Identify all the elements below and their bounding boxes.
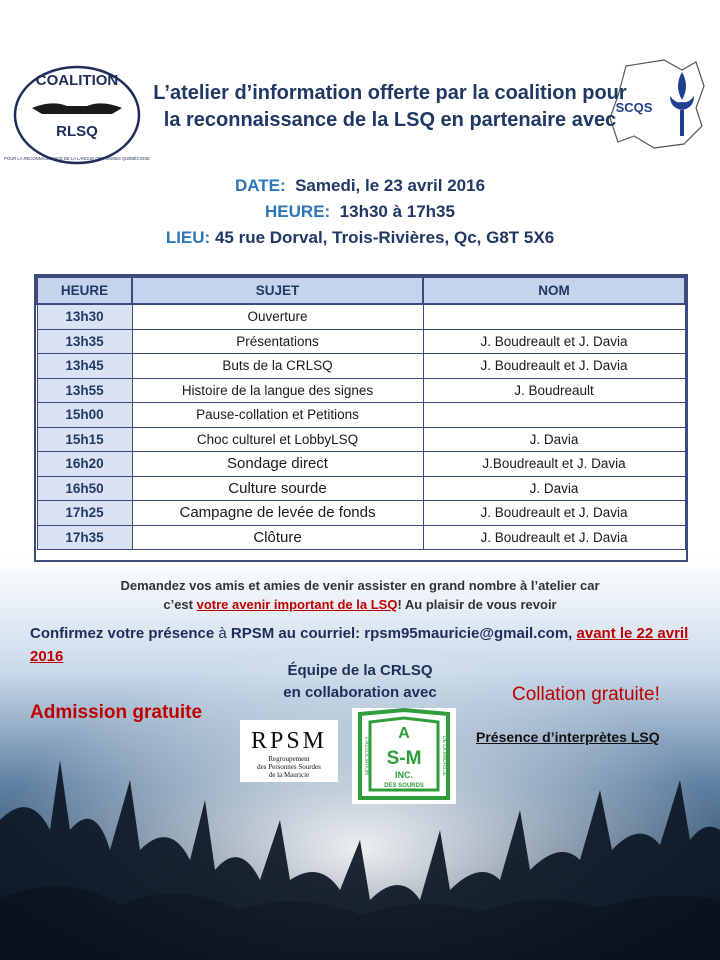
place-line — [0, 228, 720, 248]
row-time: 16h20 — [37, 452, 132, 477]
logo-ring-text: POUR LA RECONNAISSANCE DE LA LANGUE DES SIGNES QUÉBÉCOISE — [4, 156, 150, 161]
row-name: J. Boudreault et J. Davia — [423, 501, 685, 526]
confirm-email[interactable]: RPSM au courriel: rpsm95mauricie@gmail.com — [230, 625, 569, 642]
team-line-1: Équipe de la CRLSQ — [287, 662, 433, 679]
table-row — [37, 354, 685, 379]
admission-notice: Admission gratuite — [30, 702, 203, 723]
date-value: Samedi, le 23 avril 2016 — [295, 176, 486, 195]
row-time: 13h45 — [37, 354, 132, 379]
collation-notice: Collation gratuite! — [512, 684, 660, 705]
table-row — [37, 501, 685, 526]
row-name: J. Boudreault et J. Davia — [423, 329, 685, 354]
title-line-2: la reconnaissance de la LSQ en partenaire avec — [163, 109, 617, 131]
table-row — [37, 403, 685, 428]
asm-bottom: DES SOURDS — [384, 783, 424, 789]
invite-post: ! Au plaisir de vous revoir — [397, 597, 557, 612]
rpsm-logo-line-3: de la Mauricie — [268, 771, 310, 779]
row-subject: Culture sourde — [132, 476, 423, 501]
scqs-text: SCQS — [615, 100, 653, 115]
rpsm-logo — [240, 720, 338, 782]
logo-top-text: COALITION — [35, 72, 119, 89]
date-line — [0, 176, 720, 196]
table-row — [37, 476, 685, 501]
rpsm-logo-text: RPSM — [250, 728, 328, 754]
logo-bottom-text: RLSQ — [56, 123, 98, 140]
team-line-2: en collaboration avec — [283, 684, 437, 701]
row-name: J.Boudreault et J. Davia — [423, 452, 685, 477]
invite-emphasis: votre avenir important de la LSQ — [196, 597, 398, 612]
column-header-nom: NOM — [423, 277, 685, 304]
table-header-row — [37, 277, 685, 304]
row-name: J. Davia — [423, 427, 685, 452]
asm-inc: INC. — [395, 770, 413, 780]
page-title — [150, 80, 630, 134]
row-name: J. Boudreault — [423, 378, 685, 403]
table-row — [37, 525, 685, 550]
asm-left: L'ASSOCIATION — [363, 737, 369, 775]
row-name: J. Davia — [423, 476, 685, 501]
place-label: LIEU: — [165, 228, 211, 247]
invite-pre: c’est — [163, 597, 197, 612]
column-header-heure: HEURE — [37, 277, 132, 304]
coalition-rlsq-logo — [4, 60, 150, 170]
row-time: 17h35 — [37, 525, 132, 550]
row-name — [423, 304, 685, 329]
invite-line-2 — [60, 595, 660, 614]
table-row — [37, 427, 685, 452]
row-name: J. Boudreault et J. Davia — [423, 525, 685, 550]
row-subject: Buts de la CRLSQ — [132, 354, 423, 379]
invite-line-1: Demandez vos amis et amies de venir assister en grand nombre à l’atelier car — [120, 578, 600, 593]
time-value: 13h30 à 17h35 — [339, 202, 455, 221]
rpsm-logo-line-2: des Personnes Sourdes — [257, 763, 321, 771]
confirm-deadline: avant le 22 avril 2016 — [30, 625, 689, 665]
date-label: DATE: — [234, 176, 286, 195]
row-name: J. Boudreault et J. Davia — [423, 354, 685, 379]
row-time: 15h00 — [37, 403, 132, 428]
confirm-comma: , — [568, 625, 577, 642]
row-subject: Présentations — [132, 329, 423, 354]
row-time: 13h35 — [37, 329, 132, 354]
row-subject: Sondage direct — [132, 452, 423, 477]
row-time: 15h15 — [37, 427, 132, 452]
time-line — [0, 202, 720, 222]
row-time: 13h30 — [37, 304, 132, 329]
row-time: 16h50 — [37, 476, 132, 501]
row-name — [423, 403, 685, 428]
confirm-pre: Confirmez votre présence — [30, 625, 215, 642]
title-line-1: L’atelier d’information offerte par la coalition pour — [153, 82, 627, 104]
table-row — [37, 378, 685, 403]
asm-right: DE LA MAURICIE — [441, 735, 447, 777]
confirm-mid: à — [214, 625, 231, 642]
table-row — [37, 452, 685, 477]
rpsm-logo-line-1: Regroupement — [268, 755, 310, 763]
row-subject: Clôture — [132, 525, 423, 550]
row-time: 17h25 — [37, 501, 132, 526]
row-time: 13h55 — [37, 378, 132, 403]
row-subject: Ouverture — [132, 304, 423, 329]
table-row — [37, 304, 685, 329]
interpreters-notice: Présence d’interprètes LSQ — [476, 729, 660, 745]
team-credit — [230, 660, 490, 704]
asm-a: A — [398, 725, 410, 742]
row-subject: Histoire de la langue des signes — [132, 378, 423, 403]
schedule-table — [36, 276, 686, 550]
invite-paragraph — [60, 576, 660, 614]
place-value: 45 rue Dorval, Trois-Rivières, Qc, G8T 5X6 — [214, 228, 555, 247]
row-subject: Campagne de levée de fonds — [132, 501, 423, 526]
time-label: HEURE: — [265, 202, 331, 221]
handshake-icon — [32, 103, 122, 114]
row-subject: Pause-collation et Petitions — [132, 403, 423, 428]
asm-sm: S-M — [386, 748, 422, 769]
table-row — [37, 329, 685, 354]
row-subject: Choc culturel et LobbyLSQ — [132, 427, 423, 452]
asm-logo — [352, 708, 456, 804]
column-header-sujet: SUJET — [132, 277, 423, 304]
